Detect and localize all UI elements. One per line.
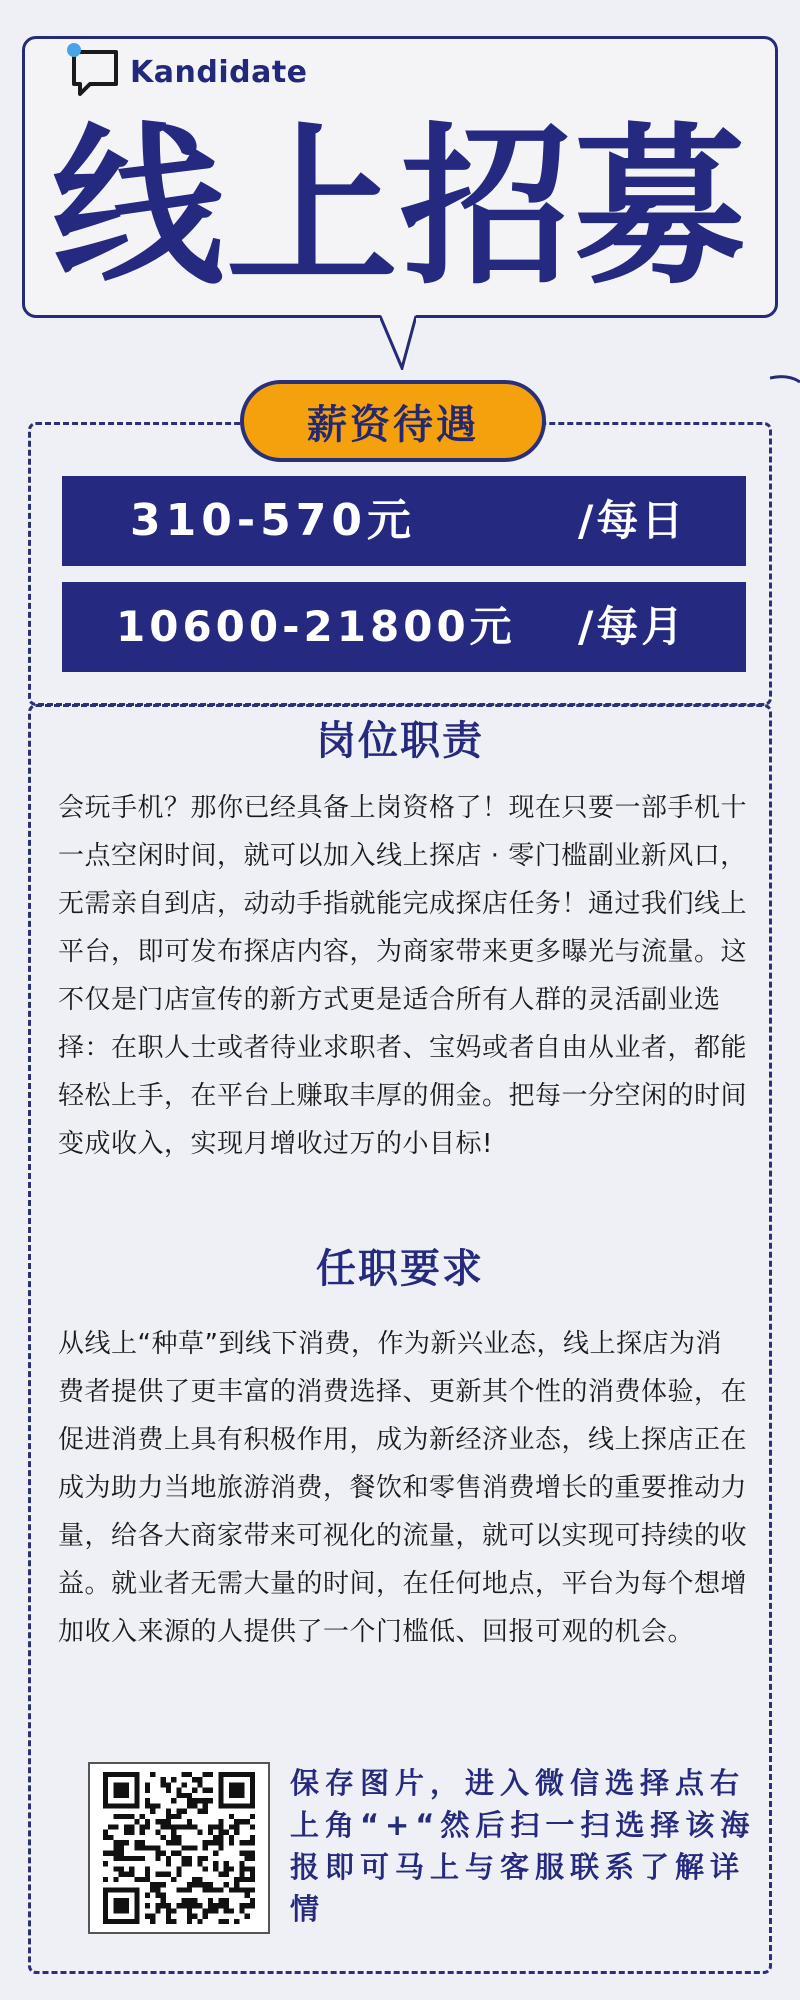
salary-row-daily: [62, 476, 746, 566]
salary-amount: 10600-21800元: [116, 602, 516, 651]
salary-label-badge: 薪资待遇: [240, 380, 546, 462]
qr-instruction: 保存图片，进入微信选择点右上角“+“然后扫一扫选择该海报即可马上与客服联系了解详情: [290, 1766, 756, 1926]
bubble-tail: [380, 314, 416, 370]
salary-row-monthly: [62, 582, 746, 672]
requirements-title: 任职要求: [316, 1246, 484, 1292]
salary-amount: 310-570元: [130, 495, 416, 546]
brand-name: Kandidate: [130, 54, 308, 90]
chat-bubble-icon: [64, 38, 126, 102]
duties-text: 会玩手机？那你已经具备上岗资格了！现在只要一部手机十一点空闲时间，就可以加入线上探店 · 零门槛副业新风口，无需亲自到店，动动手指就能完成探店任务！通过我们线上平台，即可发布探店内容，为商家带来更多曝光与流量。这不仅是门店宣传的新方式更是适合所有人群的灵活副业选择：在职人士或者待业求职者、宝妈或者自由从业者，都能轻松上手，在平台上赚取丰厚的佣金。把每一分空闲的时间变成收入，实现月增收过万的小目标!: [58, 793, 748, 1159]
salary-unit: /每日: [578, 496, 687, 545]
duties-title: 岗位职责: [316, 718, 484, 764]
qr-code-icon: [88, 1762, 270, 1934]
decorative-arc: [770, 372, 800, 412]
page-headline: 线上招募: [52, 107, 748, 308]
requirements-text: 从线上“种草”到线下消费，作为新兴业态，线上探店为消费者提供了更丰富的消费选择、更新其个性的消费体验，在促进消费上具有积极作用，成为新经济业态，线上探店正在成为助力当地旅游消费，餐饮和零售消费增长的重要推动力量，给各大商家带来可视化的流量，就可以实现可持续的收益。就业者无需大量的时间，在任何地点，平台为每个想增加收入来源的人提供了一个门槛低、回报可观的机会。: [58, 1329, 748, 1647]
brand-logo: [64, 38, 324, 102]
salary-unit: /每月: [578, 602, 687, 651]
